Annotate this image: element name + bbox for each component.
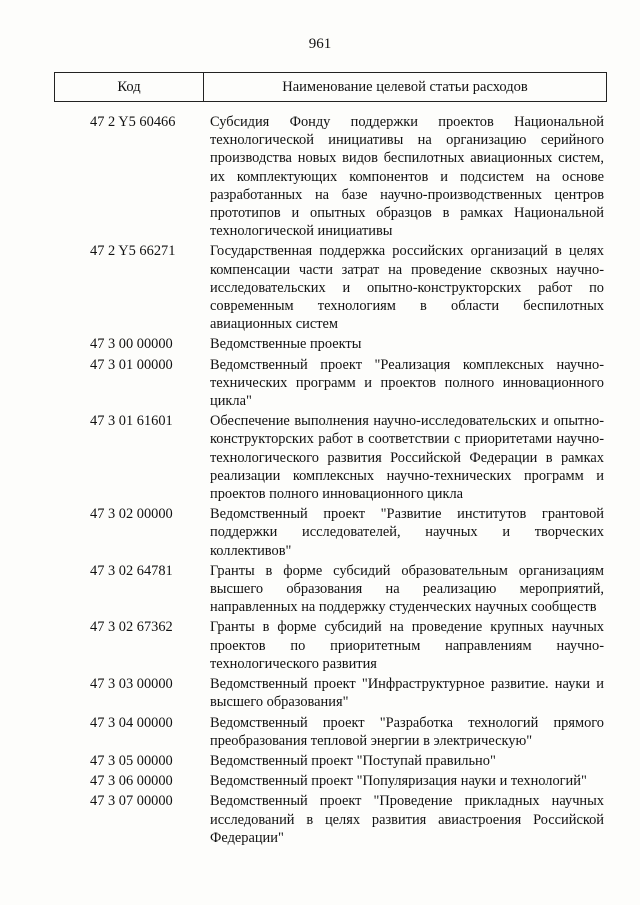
row-name: Ведомственный проект "Инфраструктурное развитие. науки и высшего образования" — [210, 676, 604, 711]
row-code: 47 2 Y5 60466 — [90, 114, 176, 130]
row-code: 47 3 02 00000 — [90, 506, 173, 523]
row-name: Ведомственный проект "Реализация комплексных научно-технических программ и проектов полного инновационного цикла" — [210, 356, 604, 410]
table-row — [0, 562, 640, 617]
row-code: 47 3 04 00000 — [90, 714, 173, 731]
row-code: 47 3 01 00000 — [90, 356, 173, 373]
row-code: 47 3 01 61601 — [90, 413, 173, 430]
table-row — [0, 505, 640, 560]
row-code: 47 2 Y5 66271 — [90, 243, 176, 260]
row-name: Субсидия Фонду поддержки проектов Национальной технологической инициативы на организацию серийного производства новых видов беспилотных авиационных систем, их комплектующих компонентов и подсистем на основе разработанных на базе научно-производственных центров прототипов и опытных образцов в рамках Национальной технологической инициативы — [210, 114, 604, 240]
table-row — [0, 356, 640, 411]
table-row — [0, 113, 640, 240]
row-name: Гранты в форме субсидий образовательным организациям высшего образования на реализацию мероприятий, направленных на поддержку студенческих научных сообществ — [210, 562, 604, 616]
row-name: Гранты в форме субсидий на проведение крупных научных проектов по приоритетным направлениям научно-технологического развития — [210, 619, 604, 672]
row-code: 47 3 06 00000 — [90, 773, 173, 790]
row-code: 47 3 02 67362 — [90, 619, 173, 636]
table-row — [0, 792, 640, 847]
table-body — [0, 113, 640, 847]
row-name: Государственная поддержка российских организаций в целях компенсации части затрат на проведение сквозных научно-исследовательских и опытно-конструкторских работ по современным технологиям в области беспилотных авиационных систем — [210, 243, 604, 333]
table-row — [0, 675, 640, 711]
page-number: 961 — [308, 36, 332, 52]
row-name: Ведомственный проект "Популяризация науки и технологий" — [210, 773, 587, 790]
row-name: Ведомственный проект "Разработка технологий прямого преобразования тепловой энергии в электрическую" — [210, 714, 604, 749]
column-header-code: Код — [55, 73, 204, 101]
row-name: Ведомственный проект "Поступай правильно" — [210, 752, 496, 769]
row-code: 47 3 03 00000 — [90, 676, 173, 693]
row-code: 47 3 02 64781 — [90, 562, 173, 579]
row-name: Обеспечение выполнения научно-исследовательских и опытно-конструкторских работ в соответствии с приоритетами научно-технологического развития Российской Федерации в рамках реализации комплексных научно-технических программ и проектов полного инновационного цикла — [210, 413, 604, 503]
row-name: Ведомственные проекты — [210, 336, 362, 353]
table-row — [0, 752, 640, 770]
row-code: 47 3 00 00000 — [90, 336, 173, 353]
row-name: Ведомственный проект "Развитие институтов грантовой поддержки исследователей, научных и творческих коллективов" — [210, 506, 604, 559]
row-code: 47 3 07 00000 — [90, 793, 173, 810]
table-row — [0, 335, 640, 353]
table-row — [0, 412, 640, 503]
table-row — [0, 242, 640, 333]
table-header — [54, 72, 607, 102]
row-code: 47 3 05 00000 — [90, 752, 173, 769]
row-name: Ведомственный проект "Проведение прикладных научных исследований в целях развития авиастроения Российской Федерации" — [210, 793, 604, 846]
table-row — [0, 772, 640, 790]
column-header-name: Наименование целевой статьи расходов — [282, 78, 528, 95]
table-row — [0, 618, 640, 673]
table-row — [0, 714, 640, 750]
